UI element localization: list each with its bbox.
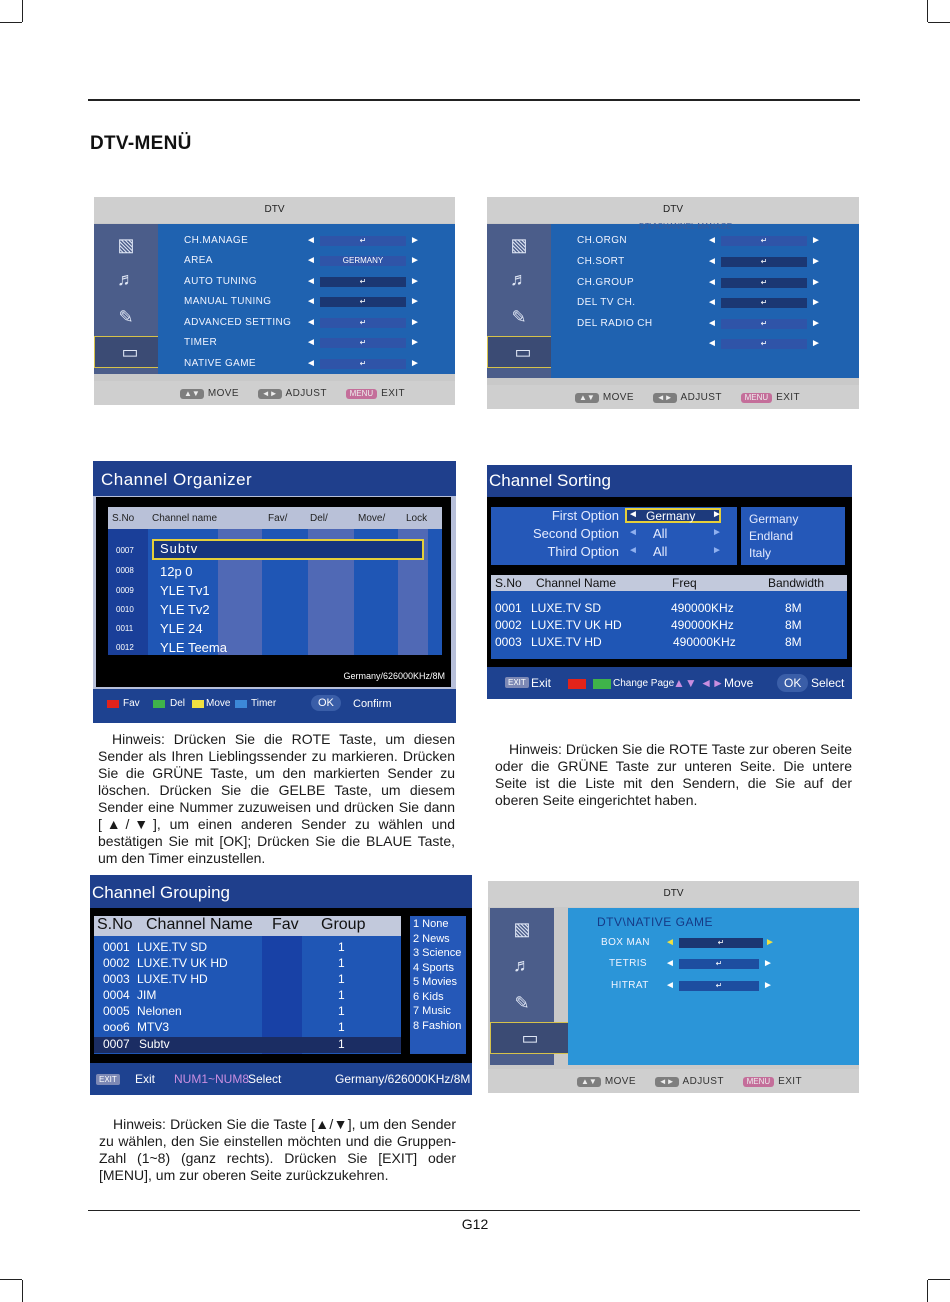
page-number: G12 — [461, 1216, 489, 1232]
dtv-menu-screen — [94, 197, 455, 405]
menu-row[interactable]: AREA ◄ GERMANY ► — [184, 255, 420, 266]
ok-key[interactable]: OK — [311, 695, 341, 711]
channel-name[interactable]: 12p 0 — [160, 564, 193, 579]
yellow-key-icon — [192, 700, 204, 708]
menu-row[interactable]: TETRIS ◄ ↵ ► — [609, 958, 773, 969]
table-row[interactable]: 0005 Nelonen 1 — [103, 1004, 345, 1018]
arrow-keys-icon: ▲▼ ◄► — [673, 676, 724, 690]
group-item[interactable]: 3 Science — [413, 947, 462, 959]
menu-row[interactable]: DEL TV CH. ◄ ↵ ► — [577, 297, 821, 308]
dtv-header: DTV — [94, 197, 455, 223]
dtv-footer: ▲▼ MOVE ◄► ADJUST MENU EXIT — [487, 385, 859, 409]
dtv-sidebar — [487, 224, 551, 378]
channel-sorting-screen — [487, 465, 852, 699]
crop-mark — [22, 0, 23, 22]
group-item[interactable]: 8 Fashion — [413, 1020, 462, 1032]
dtv-menu-body — [158, 224, 455, 374]
option-list: Germany Endland Italy — [741, 507, 845, 565]
organizer-footer: Fav Del Move Timer OK Confirm — [93, 689, 456, 723]
organizer-note: Hinweis: Drücken Sie die ROTE Taste, um diesen Sender als Ihren Lieblingssender zu markieren. Drücken Sie die GRÜNE Taste, um den markierten Sender zu löschen. Drücken Sie die GELBE Taste, um diesem Sender eine Nummer zuzuweisen und drücken Sie dann [▲/▼], um einen anderen Sender zu wählen und bestätigen Sie mit [OK]; Drücken Sie die BLAUE Taste, um den Timer einzustellen. — [98, 731, 455, 866]
grouping-table — [94, 916, 401, 1054]
bottom-rule — [88, 1210, 860, 1211]
picture-icon: ▧ — [510, 235, 528, 255]
page-title: DTV-MENÜ — [90, 133, 192, 154]
native-game-screen — [488, 881, 859, 1093]
crop-mark — [22, 1280, 23, 1302]
settings-icon: ✎ — [511, 307, 527, 327]
sound-icon: ♬ — [513, 955, 531, 975]
grouping-note: Hinweis: Drücken Sie die Taste [▲/▼], um den Sender zu wählen, den Sie einstellen möchten und die Gruppen-Zahl (1~8) (ganz rechts). Drücken Sie [EXIT] oder [MENU], um zur oberen Seite zurückzukehren. — [99, 1116, 456, 1183]
menu-row[interactable]: NATIVE GAME ◄ ↵ ► — [184, 358, 420, 369]
sorting-table — [491, 575, 847, 659]
settings-icon: ✎ — [514, 993, 530, 1013]
dtv-footer: ▲▼ MOVE ◄► ADJUST MENU EXIT — [488, 1069, 859, 1093]
table-row[interactable]: 0001 LUXE.TV SD 490000KHz 8M — [495, 601, 802, 615]
table-row[interactable]: 0002 LUXE.TV UK HD 490000KHz 8M — [495, 618, 802, 632]
sorting-title: Channel Sorting — [487, 465, 852, 497]
channel-manage-body — [551, 224, 859, 378]
table-row[interactable]: 0004 JIM 1 — [103, 988, 345, 1002]
grouping-header-row: S.No Channel Name Fav Group — [94, 916, 401, 936]
organizer-panel — [96, 497, 451, 687]
table-row[interactable]: 0001 LUXE.TV SD 1 — [103, 940, 345, 954]
sorting-note: Hinweis: Drücken Sie die ROTE Taste zur oberen Seite oder die GRÜNE Taste zur unteren Seite. Die untere Seite ist die Liste mit den Sendern, die Sie auf der oberen Seite eingerichtet haben. — [495, 741, 852, 808]
channel-name[interactable]: YLE Tv2 — [160, 602, 210, 617]
exit-key[interactable]: EXIT — [505, 677, 529, 688]
channel-name[interactable]: YLE 24 — [160, 621, 203, 636]
green-key-icon — [153, 700, 165, 708]
menu-row[interactable]: ADVANCED SETTING ◄ ↵ ► — [184, 317, 420, 328]
crop-mark — [0, 22, 22, 23]
menu-row[interactable]: CH.GROUP ◄ ↵ ► — [577, 277, 821, 288]
grouping-title: Channel Grouping — [90, 875, 472, 908]
crop-mark — [0, 1279, 22, 1280]
crop-mark — [928, 1279, 950, 1280]
channel-organizer-screen — [93, 461, 456, 723]
crop-mark — [927, 0, 928, 22]
menu-row[interactable]: AUTO TUNING ◄ ↵ ► — [184, 276, 420, 287]
tv-icon[interactable]: ▭ — [487, 336, 559, 368]
menu-row[interactable]: CH.MANAGE ◄ ↵ ► — [184, 235, 420, 246]
menu-row[interactable]: CH.SORT ◄ ↵ ► — [577, 256, 821, 267]
dtv-footer: ▲▼ MOVE ◄► ADJUST MENU EXIT — [94, 381, 455, 405]
sound-icon: ♬ — [117, 269, 135, 289]
menu-row[interactable]: MANUAL TUNING ◄ ↵ ► — [184, 296, 420, 307]
channel-grouping-screen — [90, 875, 472, 1095]
red-key-icon — [568, 679, 586, 689]
tv-icon[interactable]: ▭ — [94, 336, 166, 368]
menu-row[interactable]: ◄ ↵ ► — [707, 338, 821, 349]
crop-mark — [927, 1280, 928, 1302]
menu-row[interactable]: TIMER ◄ ↵ ► — [184, 337, 420, 348]
dtv-sidebar — [490, 908, 554, 1065]
signal-info: Germany/626000KHz/8M — [343, 671, 445, 681]
group-item[interactable]: 7 Music — [413, 1005, 451, 1017]
picture-icon: ▧ — [513, 919, 531, 939]
organizer-title: Channel Organizer — [93, 461, 456, 496]
exit-key[interactable]: EXIT — [96, 1074, 120, 1085]
breadcrumb: DTV\CHANNEL MANAGE — [639, 222, 733, 231]
channel-manage-screen — [487, 197, 859, 409]
red-key-icon — [107, 700, 119, 708]
menu-row[interactable]: DEL RADIO CH ◄ ↵ ► — [577, 318, 821, 329]
sort-options: First Option ◄ Germany ► Second Option ◄ All ► Third Option ◄ All ► — [491, 507, 737, 565]
sound-icon: ♬ — [510, 269, 528, 289]
organizer-table: S.No Channel name Fav/ Del/ Move/ Lock 0007 Subtv 0008 12p 0 0009 YLE Tv1 0010 YLE Tv2 0011 YLE 24 0012 YLE Teema — [108, 507, 442, 655]
green-key-icon — [593, 679, 611, 689]
channel-name[interactable]: YLE Tv1 — [160, 583, 210, 598]
tv-icon[interactable]: ▭ — [490, 1022, 570, 1054]
organizer-header-row: S.No Channel name Fav/ Del/ Move/ Lock — [108, 507, 442, 529]
channel-name[interactable]: YLE Teema — [160, 640, 227, 655]
menu-row[interactable]: CH.ORGN ◄ ↵ ► — [577, 235, 821, 246]
native-game-body — [568, 908, 859, 1065]
channel-name[interactable]: Subtv — [160, 541, 199, 556]
group-list — [410, 916, 466, 1054]
group-item[interactable]: 4 Sports — [413, 962, 454, 974]
sorting-footer: EXIT Exit Change Page ▲▼ ◄► Move OK Select — [487, 667, 852, 699]
picture-icon: ▧ — [117, 235, 135, 255]
table-row[interactable]: 0002 LUXE.TV UK HD 1 — [103, 956, 345, 970]
group-item[interactable]: 2 News — [413, 933, 450, 945]
dtv-header: DTV — [487, 197, 859, 223]
table-row[interactable]: 0003 LUXE.TV HD 490000KHz 8M — [495, 635, 802, 649]
crop-mark — [928, 22, 950, 23]
settings-icon: ✎ — [118, 307, 134, 327]
blue-key-icon — [235, 700, 247, 708]
selected-row[interactable]: 0007 Subtv 1 — [94, 1037, 401, 1053]
group-item[interactable]: 5 Movies — [413, 976, 458, 988]
breadcrumb: DTV\NATIVE GAME — [597, 915, 713, 929]
dtv-header: DTV — [488, 881, 859, 907]
top-rule — [88, 99, 860, 101]
sorting-header-row: S.No Channel Name Freq Bandwidth — [491, 575, 847, 591]
ok-key[interactable]: OK — [777, 674, 808, 692]
dtv-sidebar — [94, 224, 158, 374]
group-item[interactable]: 1 None — [413, 918, 449, 930]
table-row[interactable]: ooo6 MTV3 1 — [103, 1020, 345, 1034]
menu-row[interactable]: BOX MAN ◄ ↵ ► — [601, 937, 775, 948]
grouping-footer: EXIT Exit NUM1~NUM8 Select Germany/626000KHz/8M — [90, 1063, 472, 1095]
menu-row[interactable]: HITRAT ◄ ↵ ► — [611, 980, 773, 991]
table-row[interactable]: 0003 LUXE.TV HD 1 — [103, 972, 345, 986]
group-item[interactable]: 6 Kids — [413, 991, 444, 1003]
